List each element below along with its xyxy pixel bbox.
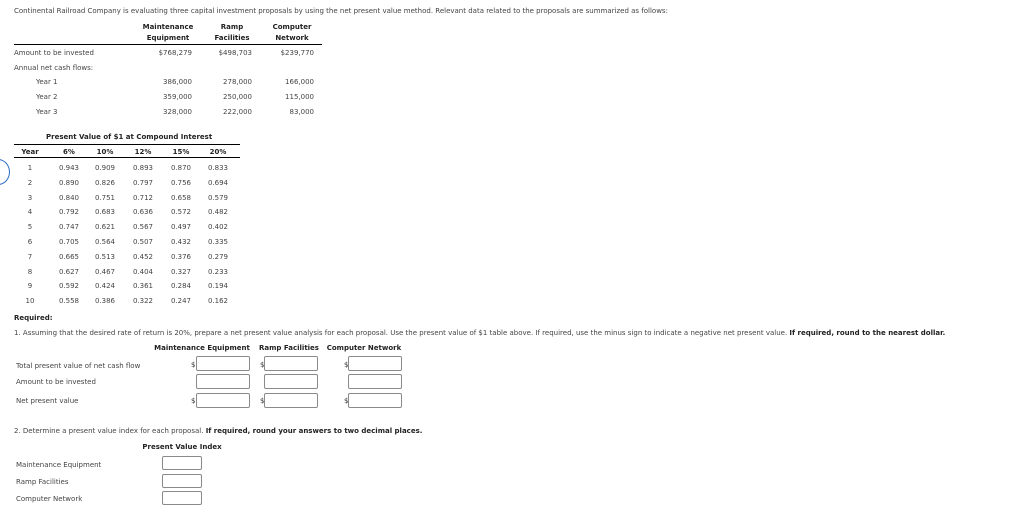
header-maintenance-1: Maintenance bbox=[142, 23, 194, 31]
highlight-circle bbox=[0, 159, 10, 185]
input-npv-maintenance[interactable] bbox=[196, 393, 250, 408]
header-computer-2: Network bbox=[275, 34, 309, 42]
pv-year-cell: 2 bbox=[27, 179, 33, 187]
cash-flow-value: 83,000 bbox=[289, 108, 314, 116]
q2-instructions: 2. Determine a present value index for each proposal. bbox=[14, 427, 204, 435]
pv-factor-cell: 0.747 bbox=[58, 223, 80, 231]
q1-row-npv-label: Net present value bbox=[16, 397, 79, 405]
header-ramp-1: Ramp bbox=[220, 23, 244, 31]
pv-factor-cell: 0.712 bbox=[132, 194, 154, 202]
pv-factor-cell: 0.284 bbox=[170, 282, 192, 290]
pv-factor-cell: 0.870 bbox=[170, 164, 192, 172]
dollar-sign: $ bbox=[191, 397, 196, 405]
pv-factor-cell: 0.567 bbox=[132, 223, 154, 231]
dollar-sign: $ bbox=[344, 361, 349, 369]
pv-year-cell: 3 bbox=[27, 194, 33, 202]
q1-row-total-pv-label: Total present value of net cash flow bbox=[16, 362, 141, 370]
cash-flow-value: 250,000 bbox=[223, 93, 252, 101]
q1-rounding-note: If required, round to the nearest dollar. bbox=[789, 329, 946, 337]
cash-flows-label: Annual net cash flows: bbox=[14, 64, 94, 72]
q2-header-pvi: Present Value Index bbox=[142, 443, 222, 451]
header-maintenance-2: Equipment bbox=[146, 34, 190, 42]
pv-year-cell: 7 bbox=[27, 253, 33, 261]
q2-row-maintenance-label: Maintenance Equipment bbox=[16, 461, 102, 469]
pv-col-header: 20% bbox=[209, 148, 227, 156]
pv-factor-cell: 0.621 bbox=[94, 223, 116, 231]
amount-label: Amount to be invested bbox=[14, 49, 94, 57]
dollar-sign: $ bbox=[260, 361, 265, 369]
pv-factor-cell: 0.627 bbox=[58, 268, 80, 276]
input-total-pv-ramp[interactable] bbox=[264, 356, 318, 371]
header-ramp-2: Facilities bbox=[214, 34, 250, 42]
q2-rounding-note: If required, round your answers to two decimal places. bbox=[205, 427, 423, 435]
year-label: Year 2 bbox=[36, 93, 58, 101]
pv-factor-cell: 0.756 bbox=[170, 179, 192, 187]
q1-header-computer: Computer Network bbox=[326, 344, 402, 352]
pv-factor-cell: 0.497 bbox=[170, 223, 192, 231]
pv-factor-cell: 0.452 bbox=[132, 253, 154, 261]
pv-factor-cell: 0.279 bbox=[207, 253, 229, 261]
pv-factor-cell: 0.705 bbox=[58, 238, 80, 246]
pv-factor-cell: 0.890 bbox=[58, 179, 80, 187]
input-npv-computer[interactable] bbox=[348, 393, 402, 408]
cash-flow-value: 115,000 bbox=[285, 93, 314, 101]
pv-factor-cell: 0.833 bbox=[207, 164, 229, 172]
pv-factor-cell: 0.335 bbox=[207, 238, 229, 246]
pv-factor-cell: 0.513 bbox=[94, 253, 116, 261]
q2-row-ramp-label: Ramp Facilities bbox=[16, 478, 69, 486]
pv-factor-cell: 0.467 bbox=[94, 268, 116, 276]
pv-factor-cell: 0.572 bbox=[170, 208, 192, 216]
year-label: Year 3 bbox=[36, 108, 58, 116]
pv-factor-cell: 0.404 bbox=[132, 268, 154, 276]
input-amount-ramp[interactable] bbox=[264, 374, 318, 389]
dollar-sign: $ bbox=[344, 397, 349, 405]
pv-factor-cell: 0.558 bbox=[58, 297, 80, 305]
pv-factor-cell: 0.322 bbox=[132, 297, 154, 305]
pv-factor-cell: 0.826 bbox=[94, 179, 116, 187]
pv-factor-cell: 0.751 bbox=[94, 194, 116, 202]
intro-text: Continental Railroad Company is evaluating three capital investment proposals by using the net present value method. Relevant data related to the proposals are summarized as follows: bbox=[14, 7, 668, 15]
dollar-sign: $ bbox=[191, 361, 196, 369]
cash-flow-value: 278,000 bbox=[223, 78, 252, 86]
amount-computer: $239,770 bbox=[280, 49, 314, 57]
cash-flow-value: 166,000 bbox=[285, 78, 314, 86]
cash-flow-value: 222,000 bbox=[223, 108, 252, 116]
pv-year-cell: 9 bbox=[27, 282, 33, 290]
input-total-pv-computer[interactable] bbox=[348, 356, 402, 371]
pv-year-cell: 6 bbox=[27, 238, 33, 246]
cash-flow-value: 359,000 bbox=[163, 93, 192, 101]
pv-factor-cell: 0.162 bbox=[207, 297, 229, 305]
pv-factor-cell: 0.943 bbox=[58, 164, 80, 172]
pv-col-header: 15% bbox=[172, 148, 190, 156]
pv-factor-cell: 0.424 bbox=[94, 282, 116, 290]
pv-year-cell: 1 bbox=[27, 164, 33, 172]
q1-instructions: 1. Assuming that the desired rate of return is 20%, prepare a net present value analysis for each proposal. Use the present value of $1 table above. If required, use the minus sign to indicate a negative net present value. bbox=[14, 329, 788, 337]
input-pvi-ramp[interactable] bbox=[162, 474, 202, 488]
cash-flow-value: 386,000 bbox=[163, 78, 192, 86]
input-total-pv-maintenance[interactable] bbox=[196, 356, 250, 371]
pv-factor-cell: 0.327 bbox=[170, 268, 192, 276]
pv-table-top-rule bbox=[14, 144, 240, 145]
input-amount-computer[interactable] bbox=[348, 374, 402, 389]
header-rule bbox=[14, 44, 322, 45]
pv-factor-cell: 0.636 bbox=[132, 208, 154, 216]
pv-factor-cell: 0.592 bbox=[58, 282, 80, 290]
pv-col-header: 10% bbox=[96, 148, 114, 156]
pv-factor-cell: 0.579 bbox=[207, 194, 229, 202]
q1-header-ramp: Ramp Facilities bbox=[259, 344, 319, 352]
q1-header-maintenance: Maintenance Equipment bbox=[154, 344, 250, 352]
header-computer-1: Computer bbox=[272, 23, 312, 31]
pv-factor-cell: 0.564 bbox=[94, 238, 116, 246]
cash-flow-value: 328,000 bbox=[163, 108, 192, 116]
pv-factor-cell: 0.432 bbox=[170, 238, 192, 246]
pv-factor-cell: 0.386 bbox=[94, 297, 116, 305]
pv-factor-cell: 0.683 bbox=[94, 208, 116, 216]
q1-row-amount-label: Amount to be invested bbox=[16, 378, 96, 386]
dollar-sign: $ bbox=[260, 397, 265, 405]
pv-factor-cell: 0.233 bbox=[207, 268, 229, 276]
q1-text bbox=[14, 328, 945, 338]
amount-ramp: $498,703 bbox=[218, 49, 252, 57]
input-amount-maintenance[interactable] bbox=[196, 374, 250, 389]
pv-factor-cell: 0.658 bbox=[170, 194, 192, 202]
pv-col-header: Year bbox=[21, 148, 39, 156]
year-label: Year 1 bbox=[36, 78, 58, 86]
pv-factor-cell: 0.507 bbox=[132, 238, 154, 246]
pv-factor-cell: 0.402 bbox=[207, 223, 229, 231]
required-label: Required: bbox=[14, 314, 53, 322]
pv-table-title: Present Value of $1 at Compound Interest bbox=[46, 133, 213, 141]
pv-year-cell: 5 bbox=[27, 223, 33, 231]
pv-factor-cell: 0.792 bbox=[58, 208, 80, 216]
pv-factor-cell: 0.247 bbox=[170, 297, 192, 305]
pv-factor-cell: 0.893 bbox=[132, 164, 154, 172]
pv-factor-cell: 0.376 bbox=[170, 253, 192, 261]
amount-maintenance: $768,279 bbox=[158, 49, 192, 57]
pv-table-header-rule bbox=[14, 157, 240, 158]
pv-year-cell: 10 bbox=[25, 297, 35, 305]
pv-year-cell: 4 bbox=[27, 208, 33, 216]
pv-factor-cell: 0.797 bbox=[132, 179, 154, 187]
input-pvi-computer[interactable] bbox=[162, 491, 202, 505]
pv-factor-cell: 0.909 bbox=[94, 164, 116, 172]
pv-factor-cell: 0.361 bbox=[132, 282, 154, 290]
pv-col-header: 12% bbox=[134, 148, 152, 156]
q2-text bbox=[14, 426, 422, 436]
pv-year-cell: 8 bbox=[27, 268, 33, 276]
pv-factor-cell: 0.840 bbox=[58, 194, 80, 202]
input-npv-ramp[interactable] bbox=[264, 393, 318, 408]
pv-factor-cell: 0.694 bbox=[207, 179, 229, 187]
pv-col-header: 6% bbox=[63, 148, 75, 156]
input-pvi-maintenance[interactable] bbox=[162, 456, 202, 470]
pv-factor-cell: 0.194 bbox=[207, 282, 229, 290]
pv-factor-cell: 0.665 bbox=[58, 253, 80, 261]
pv-factor-cell: 0.482 bbox=[207, 208, 229, 216]
q2-row-computer-label: Computer Network bbox=[16, 495, 83, 503]
